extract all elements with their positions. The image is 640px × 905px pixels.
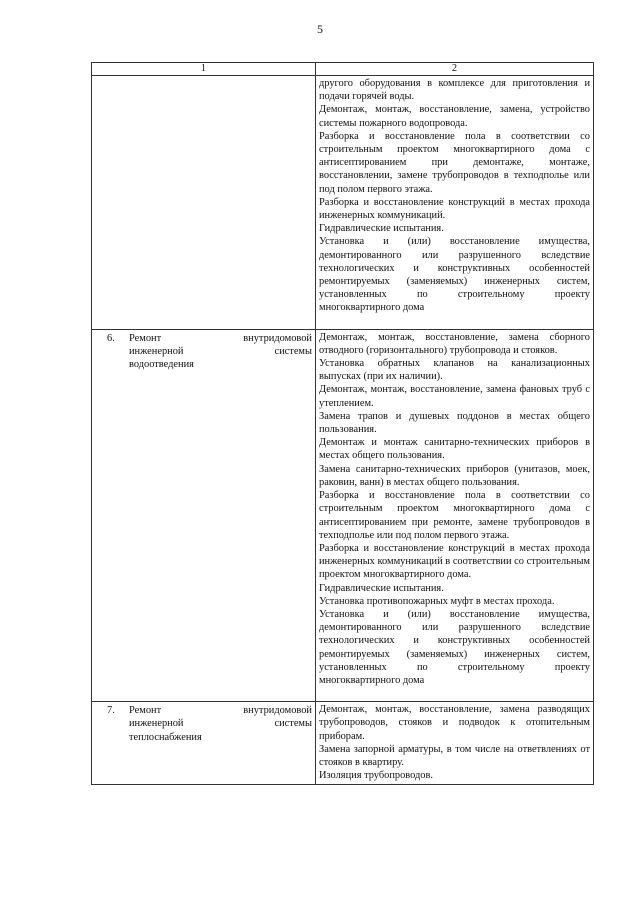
work-item: Изоляция трубопроводов. bbox=[319, 770, 434, 782]
row-works-cell bbox=[316, 329, 594, 701]
table-row bbox=[92, 76, 594, 330]
work-item: Разборка и восстановление конструкций в местах прохода инженерных коммуникаций в соответствии со строительным проектом многоквартирного дома. bbox=[319, 542, 590, 581]
works-table bbox=[91, 62, 594, 785]
row-number: 7. bbox=[107, 705, 115, 717]
column-header-2: 2 bbox=[316, 63, 594, 76]
work-item: Демонтаж и монтаж санитарно-технических приборов в местах общего пользования. bbox=[319, 437, 590, 462]
work-item: Демонтаж, монтаж, восстановление, замена фановых труб с утеплением. bbox=[319, 384, 590, 409]
table-header-row bbox=[92, 63, 594, 76]
work-item: Демонтаж, монтаж, восстановление, замена разводящих трубопроводов, стояков и подводок к отопительным приборам. bbox=[319, 704, 590, 742]
row-number: 6. bbox=[107, 332, 115, 344]
row-title-cell bbox=[92, 702, 316, 785]
work-item: Установка и (или) восстановление имущества, демонтированного или разрушенного вследствие технологических и конструктивных особенностей ремонтируемых (заменяемых) инженерных систем, установленных по строительному проекту многоквартирного дома bbox=[319, 608, 590, 686]
work-item: другого оборудования в комплексе для приготовления и подачи горячей воды. bbox=[319, 78, 590, 103]
row-title-cell bbox=[92, 76, 316, 330]
work-item: Замена трапов и душевых поддонов в местах общего пользования. bbox=[319, 410, 590, 436]
row-works-cell bbox=[316, 76, 594, 330]
row-works-cell bbox=[316, 702, 594, 785]
table-row bbox=[92, 702, 594, 785]
work-item: Гидравлические испытания. bbox=[319, 223, 444, 235]
page-number: 5 bbox=[317, 22, 323, 36]
row-title: Ремонт внутридомовой инженерной системы водоотведения bbox=[129, 332, 312, 371]
table-row bbox=[92, 329, 594, 701]
work-item: Разборка и восстановление конструкций в местах прохода инженерных коммуникаций. bbox=[319, 196, 590, 222]
column-header-1: 1 bbox=[92, 63, 316, 76]
work-item: Разборка и восстановление пола в соответствии со строительным проектом многоквартирного дома с антисептированием при ремонте, замене трубопроводов в техподполье или под полом первого этажа. bbox=[319, 490, 590, 541]
work-item: Установка и (или) восстановление имущества, демонтированного или разрушенного вследствие технологических и конструктивных особенностей ремонтируемых (заменяемых) инженерных систем, установленных по строительному проекту многоквартирного дома bbox=[319, 236, 590, 314]
work-item: Замена санитарно-технических приборов (унитазов, моек, раковин, ванн) в местах общего пользования. bbox=[319, 463, 590, 488]
work-item: Гидравлические испытания. bbox=[319, 582, 444, 594]
work-item: Установка противопожарных муфт в местах прохода. bbox=[319, 595, 555, 607]
work-item: Замена запорной арматуры, в том числе на ответвлениях от стояков в квартиру. bbox=[319, 743, 590, 768]
work-item: Демонтаж, монтаж, восстановление, замена, устройство системы пожарного водопровода. bbox=[319, 104, 590, 129]
work-item: Установка обратных клапанов на канализационных выпусках (при их наличии). bbox=[319, 358, 590, 383]
work-item: Демонтаж, монтаж, восстановление, замена сборного отводного (горизонтального) трубопровода и стояков. bbox=[319, 331, 590, 356]
row-title: Ремонт внутридомовой инженерной системы теплоснабжения bbox=[129, 705, 312, 743]
row-title-cell bbox=[92, 329, 316, 701]
work-item: Разборка и восстановление пола в соответствии со строительным проектом многоквартирного дома с антисептированием при демонтаже, монтаже, восстановлении, замене трубопроводов в техподполье или под полом первого этажа. bbox=[319, 130, 590, 195]
